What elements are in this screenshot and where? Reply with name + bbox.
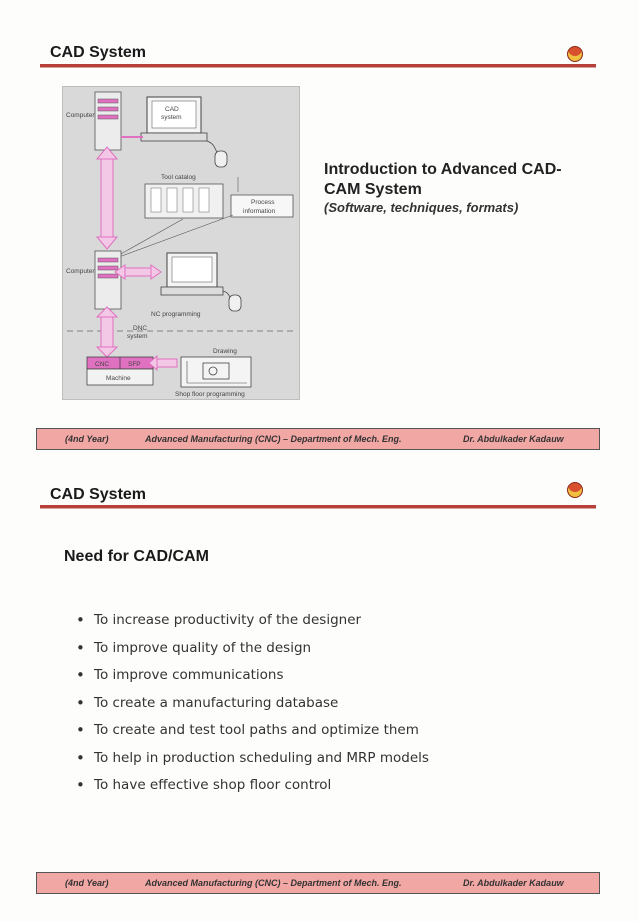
slide2-title: CAD System — [50, 486, 147, 503]
keyboard-mid-icon — [161, 287, 223, 295]
list-item: • To create and test tool paths and optimize them — [64, 722, 584, 750]
list-item: • To help in production scheduling and MRP models — [64, 750, 584, 778]
slide1-title-rule — [40, 64, 596, 68]
university-logo-icon — [567, 46, 583, 62]
cad-system-label-2: system — [161, 114, 182, 121]
list-item: • To have effective shop floor control — [64, 777, 584, 805]
intro-subtitle: (Software, techniques, formats) — [324, 200, 519, 215]
cnc-label: CNC — [95, 361, 110, 368]
slide1-title: CAD System — [50, 44, 147, 61]
footer-course: Advanced Manufacturing (CNC) – Department of Mech. Eng. — [145, 434, 402, 444]
intro-title-line2: CAM System — [324, 181, 422, 198]
list-item: • To improve quality of the design — [64, 640, 584, 668]
computer-mid-label: Computer — [66, 268, 95, 275]
university-logo-icon-2 — [567, 482, 583, 498]
dnc-label-2: system — [127, 333, 148, 340]
drawing-label: Drawing — [213, 348, 237, 355]
footer-author: Dr. Abdulkader Kadauw — [463, 434, 564, 444]
footer-course-2: Advanced Manufacturing (CNC) – Department of Mech. Eng. — [145, 878, 402, 888]
list-item: • To increase productivity of the designer — [64, 612, 584, 640]
list-item: • To create a manufacturing database — [64, 695, 584, 723]
need-heading: Need for CAD/CAM — [64, 548, 209, 565]
dnc-label-1: DNC — [133, 325, 148, 332]
drawing-icon — [181, 357, 251, 387]
footer-year: (4nd Year) — [65, 434, 109, 444]
need-bullet-list — [64, 612, 584, 805]
slide1-footer — [36, 428, 600, 450]
slide2-footer — [36, 872, 600, 894]
intro-title-line1: Introduction to Advanced CAD- — [324, 161, 562, 178]
process-info-label-2: information — [243, 208, 276, 215]
footer-author-2: Dr. Abdulkader Kadauw — [463, 878, 564, 888]
computer-top-label: Computer — [66, 112, 95, 119]
sfp-label: SFP — [128, 361, 141, 368]
cad-cam-diagram — [62, 86, 300, 400]
tool-catalog-label: Tool catalog — [161, 174, 196, 181]
machine-label: Machine — [106, 375, 131, 382]
footer-year-2: (4nd Year) — [65, 878, 109, 888]
mouse-top-icon — [215, 151, 227, 167]
list-item: • To improve communications — [64, 667, 584, 695]
cad-cam-diagram-svg — [63, 87, 299, 399]
keyboard-top-icon — [141, 133, 207, 141]
slide2-title-rule — [40, 505, 596, 509]
process-info-label-1: Process — [251, 199, 275, 206]
mouse-mid-icon — [229, 295, 241, 311]
cad-system-label-1: CAD — [165, 106, 179, 113]
nc-programming-label: NC programming — [151, 311, 201, 318]
shop-floor-label: Shop floor programming — [175, 391, 245, 398]
